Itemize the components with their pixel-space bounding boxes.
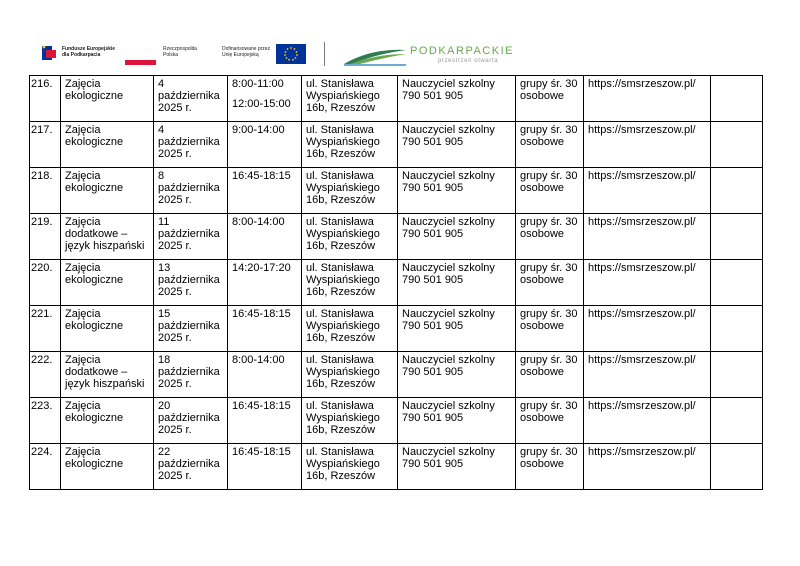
table-row	[30, 398, 763, 444]
address-cell: ul. Stanisława Wyspiańskiego 16b, Rzeszów	[302, 76, 398, 122]
row-number: 223.	[30, 398, 61, 444]
notes-cell	[711, 260, 763, 306]
url-cell: https://smsrzeszow.pl/	[584, 76, 711, 122]
activity-cell: Zajęcia dodatkowe – język hiszpański	[61, 352, 154, 398]
fe-text-line1: Fundusze Europejskie	[62, 46, 116, 52]
url-cell: https://smsrzeszow.pl/	[584, 260, 711, 306]
group-cell: grupy śr. 30 osobowe	[516, 444, 584, 490]
activity-cell: Zajęcia dodatkowe – język hiszpański	[61, 214, 154, 260]
eu-text	[222, 46, 270, 58]
row-number: 221.	[30, 306, 61, 352]
pl-flag-white-icon	[125, 44, 156, 60]
pl-text	[163, 46, 197, 58]
contact-cell: Nauczyciel szkolny 790 501 905	[398, 168, 516, 214]
table-row	[30, 352, 763, 398]
time-cell	[228, 444, 302, 490]
date-cell: 18 października 2025 r.	[154, 352, 228, 398]
time-cell	[228, 122, 302, 168]
activity-cell: Zajęcia ekologiczne	[61, 122, 154, 168]
schedule-table	[29, 75, 763, 490]
group-cell: grupy śr. 30 osobowe	[516, 168, 584, 214]
table-row	[30, 214, 763, 260]
logo-divider	[324, 42, 325, 66]
group-cell: grupy śr. 30 osobowe	[516, 122, 584, 168]
date-cell: 20 października 2025 r.	[154, 398, 228, 444]
contact-cell: Nauczyciel szkolny 790 501 905	[398, 398, 516, 444]
row-number: 218.	[30, 168, 61, 214]
address-cell: ul. Stanisława Wyspiańskiego 16b, Rzeszów	[302, 352, 398, 398]
eu-flag-icon	[276, 44, 306, 64]
date-cell: 11 października 2025 r.	[154, 214, 228, 260]
eu-text-line1: Dofinansowane przez	[222, 46, 271, 52]
activity-cell: Zajęcia ekologiczne	[61, 398, 154, 444]
time-cell	[228, 168, 302, 214]
date-cell: 15 października 2025 r.	[154, 306, 228, 352]
time-primary: 8:00-11:00	[232, 78, 284, 90]
time-cell	[228, 352, 302, 398]
address-cell: ul. Stanisława Wyspiańskiego 16b, Rzeszów	[302, 398, 398, 444]
notes-cell	[711, 168, 763, 214]
row-number: 224.	[30, 444, 61, 490]
time-primary: 14:20-17:20	[232, 262, 291, 274]
time-primary: 8:00-14:00	[232, 354, 285, 366]
time-cell	[228, 306, 302, 352]
row-number: 216.	[30, 76, 61, 122]
time-cell	[228, 76, 302, 122]
contact-cell: Nauczyciel szkolny 790 501 905	[398, 76, 516, 122]
url-cell: https://smsrzeszow.pl/	[584, 444, 711, 490]
fe-text-line2: dla Podkarpacia	[62, 52, 101, 58]
row-number: 220.	[30, 260, 61, 306]
notes-cell	[711, 444, 763, 490]
url-cell: https://smsrzeszow.pl/	[584, 214, 711, 260]
group-cell: grupy śr. 30 osobowe	[516, 214, 584, 260]
podkarpackie-logo-icon	[342, 44, 408, 66]
address-cell: ul. Stanisława Wyspiańskiego 16b, Rzeszów	[302, 122, 398, 168]
notes-cell	[711, 76, 763, 122]
address-cell: ul. Stanisława Wyspiańskiego 16b, Rzeszów	[302, 260, 398, 306]
podkarpackie-title: PODKARPACKIE	[410, 45, 514, 57]
time-secondary: 12:00-15:00	[232, 98, 291, 110]
address-cell: ul. Stanisława Wyspiańskiego 16b, Rzeszów	[302, 168, 398, 214]
notes-cell	[711, 214, 763, 260]
pl-text-line1: Rzeczpospolita	[163, 46, 197, 52]
address-cell: ul. Stanisława Wyspiańskiego 16b, Rzeszów	[302, 214, 398, 260]
row-number: 222.	[30, 352, 61, 398]
table-row	[30, 260, 763, 306]
time-cell	[228, 398, 302, 444]
url-cell: https://smsrzeszow.pl/	[584, 352, 711, 398]
activity-cell: Zajęcia ekologiczne	[61, 76, 154, 122]
time-primary: 9:00-14:00	[232, 124, 285, 136]
url-cell: https://smsrzeszow.pl/	[584, 122, 711, 168]
date-cell: 8 października 2025 r.	[154, 168, 228, 214]
fe-logo-text	[62, 46, 115, 58]
table-row	[30, 76, 763, 122]
activity-cell: Zajęcia ekologiczne	[61, 260, 154, 306]
contact-cell: Nauczyciel szkolny 790 501 905	[398, 352, 516, 398]
pl-text-line2: Polska	[163, 52, 179, 58]
activity-cell: Zajęcia ekologiczne	[61, 168, 154, 214]
address-cell: ul. Stanisława Wyspiańskiego 16b, Rzeszów	[302, 444, 398, 490]
contact-cell: Nauczyciel szkolny 790 501 905	[398, 122, 516, 168]
row-number: 219.	[30, 214, 61, 260]
group-cell: grupy śr. 30 osobowe	[516, 260, 584, 306]
row-number: 217.	[30, 122, 61, 168]
contact-cell: Nauczyciel szkolny 790 501 905	[398, 444, 516, 490]
contact-cell: Nauczyciel szkolny 790 501 905	[398, 306, 516, 352]
table-row	[30, 306, 763, 352]
url-cell: https://smsrzeszow.pl/	[584, 306, 711, 352]
time-primary: 16:45-18:15	[232, 446, 291, 458]
date-cell: 4 października 2025 r.	[154, 122, 228, 168]
notes-cell	[711, 306, 763, 352]
podkarpackie-subtitle: przestrzeń otwarta	[438, 58, 499, 64]
url-cell: https://smsrzeszow.pl/	[584, 168, 711, 214]
date-cell: 22 października 2025 r.	[154, 444, 228, 490]
time-cell	[228, 214, 302, 260]
table-row	[30, 168, 763, 214]
notes-cell	[711, 352, 763, 398]
eu-text-line2: Unię Europejską	[222, 52, 259, 58]
group-cell: grupy śr. 30 osobowe	[516, 398, 584, 444]
time-primary: 16:45-18:15	[232, 400, 291, 412]
table-row	[30, 122, 763, 168]
url-cell: https://smsrzeszow.pl/	[584, 398, 711, 444]
group-cell: grupy śr. 30 osobowe	[516, 76, 584, 122]
notes-cell	[711, 398, 763, 444]
group-cell: grupy śr. 30 osobowe	[516, 352, 584, 398]
notes-cell	[711, 122, 763, 168]
group-cell: grupy śr. 30 osobowe	[516, 306, 584, 352]
address-cell: ul. Stanisława Wyspiańskiego 16b, Rzeszów	[302, 306, 398, 352]
date-cell: 4 października 2025 r.	[154, 76, 228, 122]
date-cell: 13 października 2025 r.	[154, 260, 228, 306]
logo-bar	[0, 0, 800, 76]
contact-cell: Nauczyciel szkolny 790 501 905	[398, 260, 516, 306]
activity-cell: Zajęcia ekologiczne	[61, 444, 154, 490]
time-primary: 16:45-18:15	[232, 170, 291, 182]
contact-cell: Nauczyciel szkolny 790 501 905	[398, 214, 516, 260]
fundusze-europejskie-logo-icon	[40, 44, 60, 62]
time-primary: 16:45-18:15	[232, 308, 291, 320]
pl-flag-icon	[125, 60, 156, 65]
table-row	[30, 444, 763, 490]
schedule-rows	[30, 76, 763, 490]
time-cell	[228, 260, 302, 306]
time-primary: 8:00-14:00	[232, 216, 285, 228]
activity-cell: Zajęcia ekologiczne	[61, 306, 154, 352]
